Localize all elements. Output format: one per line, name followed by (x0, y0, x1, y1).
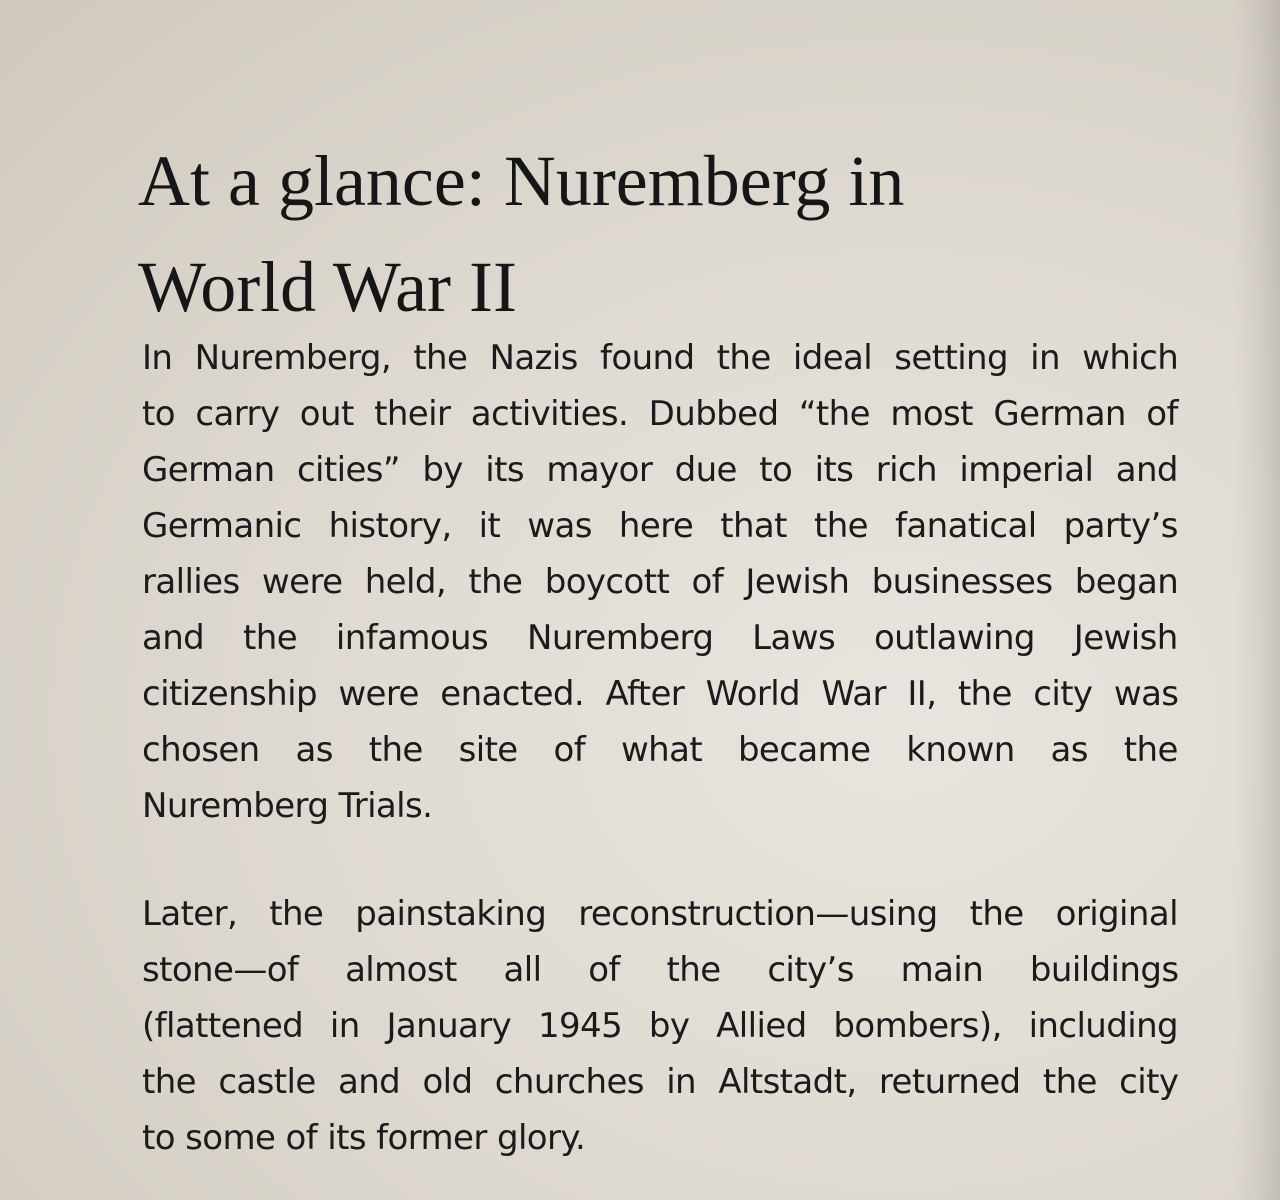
text-line: to some of its former glory. (142, 1118, 586, 1158)
title-line: At a glance: Nuremberg in (138, 141, 905, 221)
text-line: In Nuremberg, the Nazis found the ideal setting in which (142, 338, 1179, 378)
text-line: Germanic history, it was here that the fanatical party’s (142, 506, 1178, 546)
text-line: Later, the painstaking reconstruction—using the original (142, 894, 1178, 934)
text-line: and the infamous Nuremberg Laws outlawing Jewish (142, 618, 1178, 658)
text-line: to carry out their activities. Dubbed “the most German of (142, 394, 1178, 434)
text-line: Nuremberg Trials. (142, 786, 433, 826)
page-fold-shadow (1234, 0, 1280, 1200)
text-line: stone—of almost all of the city’s main buildings (142, 950, 1179, 990)
paragraph-2 (142, 886, 1178, 1166)
text-line: the castle and old churches in Altstadt, returned the city (142, 1062, 1179, 1102)
text-line: rallies were held, the boycott of Jewish businesses began (142, 562, 1179, 602)
page-title (138, 128, 1138, 340)
title-line: World War II (138, 247, 517, 327)
text-line: (flattened in January 1945 by Allied bombers), including (142, 1006, 1179, 1046)
text-line: German cities” by its mayor due to its rich imperial and (142, 450, 1178, 490)
text-line: chosen as the site of what became known as the (142, 730, 1178, 770)
paragraph-1 (142, 330, 1178, 834)
text-line: citizenship were enacted. After World War II, the city was (142, 674, 1179, 714)
